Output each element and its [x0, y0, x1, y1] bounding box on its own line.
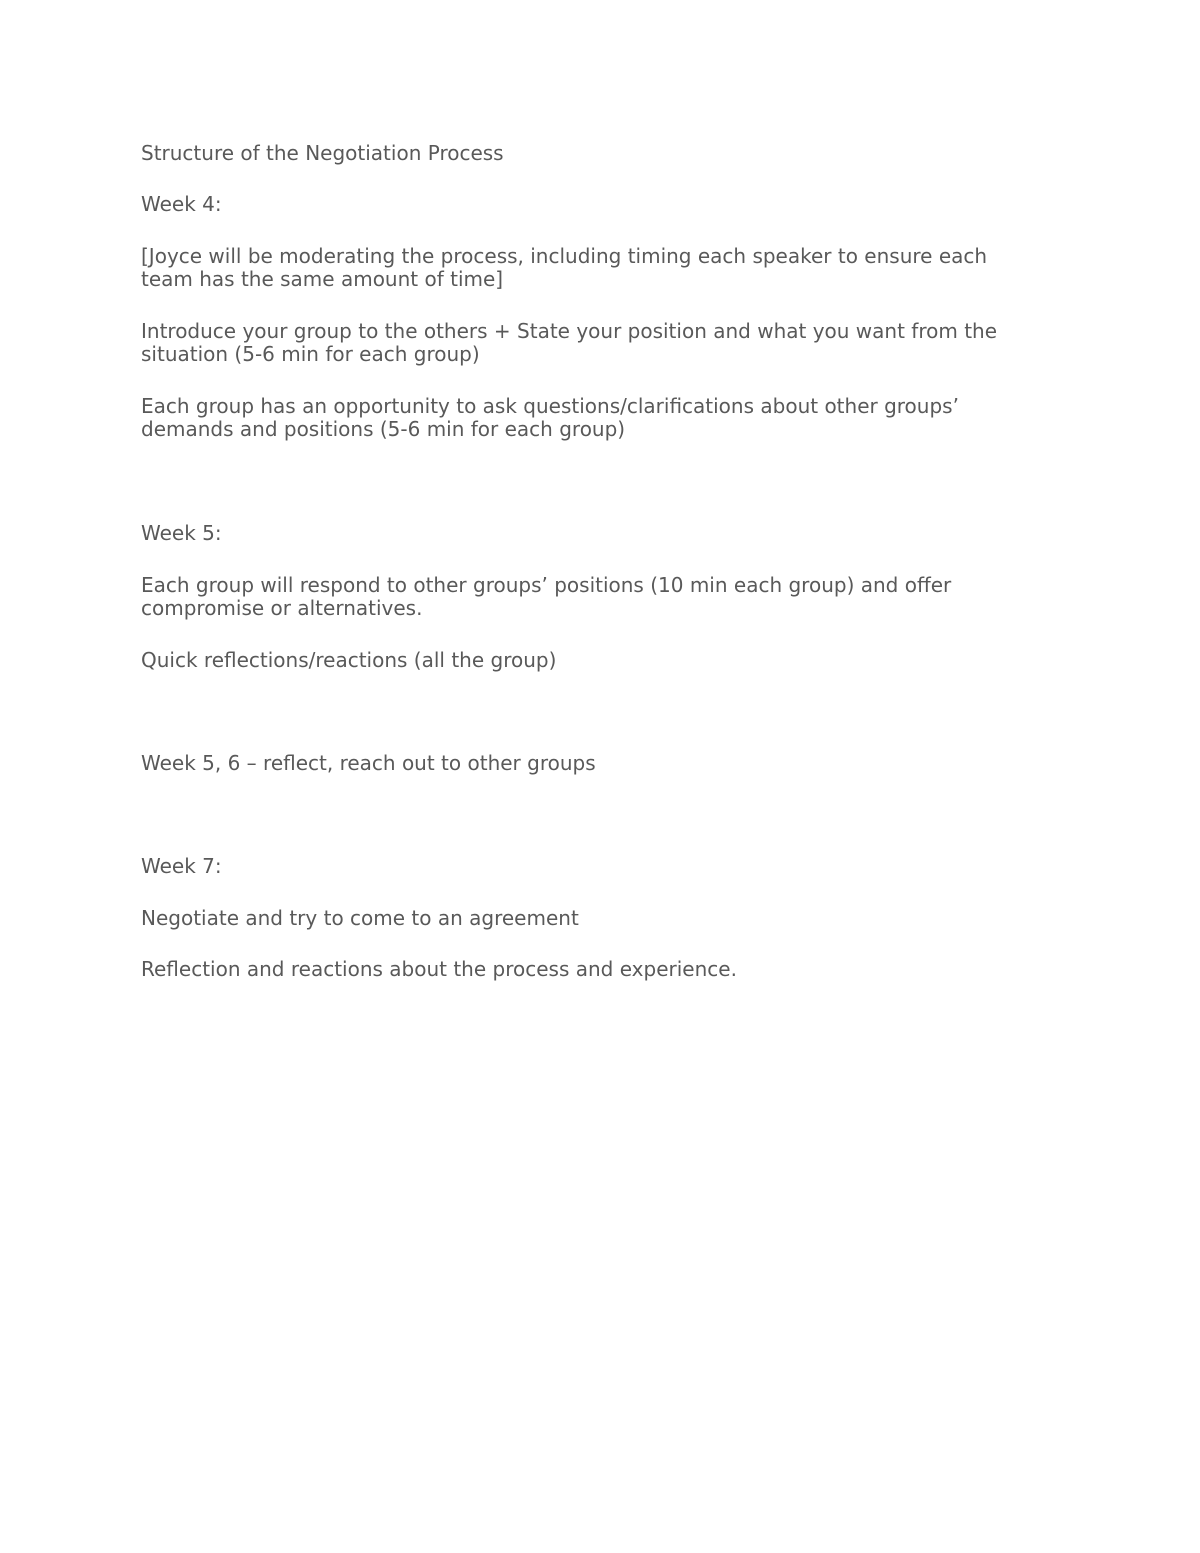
week7-heading: Week 7:: [141, 854, 222, 878]
week5-reflections-paragraph: Quick reflections/reactions (all the group): [141, 648, 557, 672]
week4-moderator-note: [Joyce will be moderating the process, including timing each speaker to ensure each team has the same amount of time]: [141, 244, 988, 291]
week7-negotiate-paragraph: Negotiate and try to come to an agreement: [141, 906, 579, 930]
week5-respond-paragraph: Each group will respond to other groups’ positions (10 min each group) and offer compromise or alternatives.: [141, 573, 952, 620]
week5-6-line: Week 5, 6 – reflect, reach out to other groups: [141, 751, 596, 775]
week5-heading: Week 5:: [141, 521, 222, 545]
document-title: Structure of the Negotiation Process: [141, 141, 504, 165]
week4-introduce-paragraph: Introduce your group to the others + State your position and what you want from the situation (5-6 min for each group): [141, 319, 998, 366]
week7-reflection-paragraph: Reflection and reactions about the process and experience.: [141, 957, 737, 981]
week4-questions-paragraph: Each group has an opportunity to ask questions/clarifications about other groups’ demands and positions (5-6 min for each group): [141, 394, 959, 441]
week4-heading: Week 4:: [141, 192, 222, 216]
